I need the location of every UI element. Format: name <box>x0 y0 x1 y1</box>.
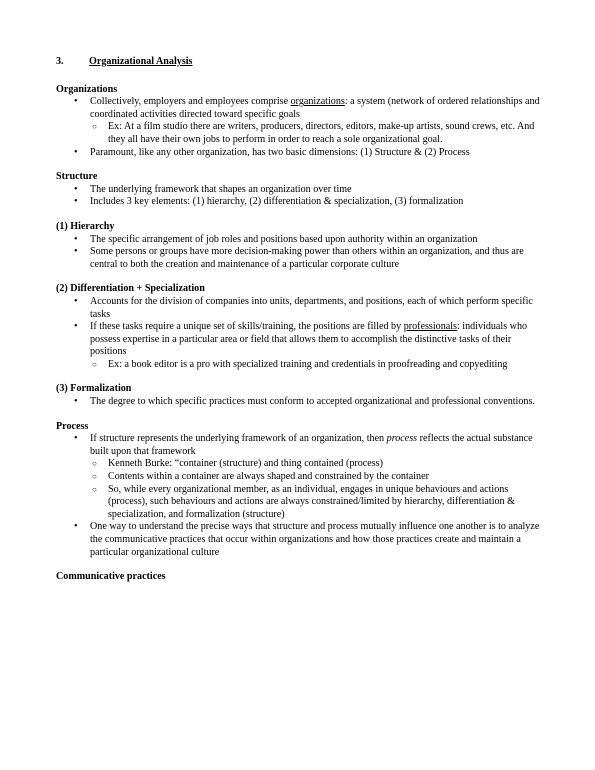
list-item-text: reflects the actual substance built upon that framework <box>90 433 533 457</box>
heading-organizations: Organizations <box>56 83 118 95</box>
heading-formalization: (3) Formalization <box>56 383 132 395</box>
heading-structure: Structure <box>56 171 98 183</box>
heading-communicative-practices: Communicative practices <box>56 571 166 583</box>
list-item <box>56 196 546 209</box>
circle-bullet-icon: ○ <box>92 122 97 132</box>
list-item <box>56 433 546 521</box>
bullet-icon: • <box>74 321 78 333</box>
heading-process: Process <box>56 420 89 432</box>
list-item-text: Collectively, employers and employees comprise <box>90 96 291 108</box>
sub-list-item <box>90 359 546 372</box>
bullet-icon: • <box>74 96 78 108</box>
list-item <box>56 521 546 559</box>
bullet-icon: • <box>74 295 78 307</box>
list-item-text: The specific arrangement of job roles and positions based upon authority within an organization <box>90 233 478 245</box>
list-item <box>56 184 546 197</box>
document-title-row <box>56 56 546 69</box>
sub-bullet-list <box>90 359 546 372</box>
bullet-icon: • <box>74 396 78 408</box>
bullet-icon: • <box>74 233 78 245</box>
list-item <box>56 234 546 247</box>
bullet-icon: • <box>74 246 78 258</box>
document-title: Organizational Analysis <box>89 56 193 67</box>
bullet-icon: • <box>74 183 78 195</box>
list-item <box>56 396 546 409</box>
circle-bullet-icon: ○ <box>92 359 97 369</box>
bullet-list <box>56 433 546 559</box>
list-item-text: The underlying framework that shapes an organization over time <box>90 183 352 195</box>
bullet-list <box>56 296 546 372</box>
bullet-list <box>56 396 546 409</box>
bullet-icon: • <box>74 521 78 533</box>
list-item <box>56 296 546 321</box>
section-process <box>56 421 546 560</box>
list-item-text: One way to understand the precise ways that structure and process mutually influence one another is to analyze the communicative practices that occur within organizations and how those practices create and maintain a particular organizational culture <box>90 521 540 558</box>
list-item-text: Some persons or groups have more decision-making power than others within an organization, and thus are central to both the creation and maintenance of a particular corporate culture <box>90 246 524 270</box>
sub-list-item-text: Ex: a book editor is a pro with specialized training and credentials in proofreading and copyediting <box>108 358 508 370</box>
section-structure <box>56 171 546 209</box>
list-item-text: If structure represents the underlying framework of an organization, then <box>90 433 387 445</box>
bullet-list <box>56 184 546 209</box>
section-formalization <box>56 383 546 408</box>
sub-list-item <box>90 121 546 146</box>
list-item-text: Paramount, like any other organization, has two basic dimensions: (1) Structure & (2) Process <box>90 146 470 158</box>
sub-list-item <box>90 471 546 484</box>
list-item-text: : a system (network of ordered relationships and coordinated activities directed toward specific goals <box>90 96 540 120</box>
sub-list-item-text: Kenneth Burke: “container (structure) and thing contained (process) <box>108 458 383 470</box>
list-item <box>56 147 546 160</box>
section-hierarchy <box>56 221 546 271</box>
list-item-text: Accounts for the division of companies into units, departments, and positions, each of which perform specific tasks <box>90 295 533 320</box>
sub-list-item <box>90 458 546 471</box>
list-item-text: : individuals who possess expertise in a particular area or field that allows them to accomplish the distinctive tasks of their positions <box>90 321 528 358</box>
list-item <box>56 321 546 371</box>
heading-hierarchy: (1) Hierarchy <box>56 220 115 232</box>
circle-bullet-icon: ○ <box>92 484 97 494</box>
circle-bullet-icon: ○ <box>92 459 97 469</box>
section-number: 3. <box>56 56 64 67</box>
sub-bullet-list <box>90 458 546 521</box>
bullet-icon: • <box>74 433 78 445</box>
sub-list-item <box>90 484 546 522</box>
section-differentiation <box>56 283 546 371</box>
term-process: process <box>386 433 418 445</box>
term-organizations: organizations <box>290 96 345 108</box>
document-content <box>56 56 546 596</box>
list-item-text: If these tasks require a unique set of skills/training, the positions are filled by <box>90 321 404 333</box>
list-item-text: Includes 3 key elements: (1) hierarchy, (2) differentiation & specialization, (3) formalization <box>90 196 464 208</box>
section-communicative-practices <box>56 571 546 584</box>
heading-differentiation: (2) Differentiation + Specialization <box>56 283 205 295</box>
circle-bullet-icon: ○ <box>92 472 97 482</box>
list-item <box>56 246 546 271</box>
bullet-list <box>56 96 546 159</box>
sub-list-item-text: Ex: At a film studio there are writers, producers, directors, editors, make-up artists, sound crews, etc. And they all have their own jobs to perform in order to reach a sole organizational goal. <box>108 121 535 145</box>
bullet-icon: • <box>74 146 78 158</box>
list-item <box>56 96 546 146</box>
section-organizations <box>56 84 546 160</box>
sub-list-item-text: So, while every organizational member, as an individual, engages in unique behaviours and actions (process), such behaviours and actions are always constrained/limited by hierarchy, differentiation & specialization, and formalization (structure) <box>108 483 515 520</box>
sub-bullet-list <box>90 121 546 146</box>
term-professionals: professionals <box>403 321 457 333</box>
bullet-list <box>56 234 546 272</box>
list-item-text: The degree to which specific practices must conform to accepted organizational and professional conventions. <box>90 396 535 408</box>
sub-list-item-text: Contents within a container are always shaped and constrained by the container <box>108 471 429 483</box>
bullet-icon: • <box>74 196 78 208</box>
